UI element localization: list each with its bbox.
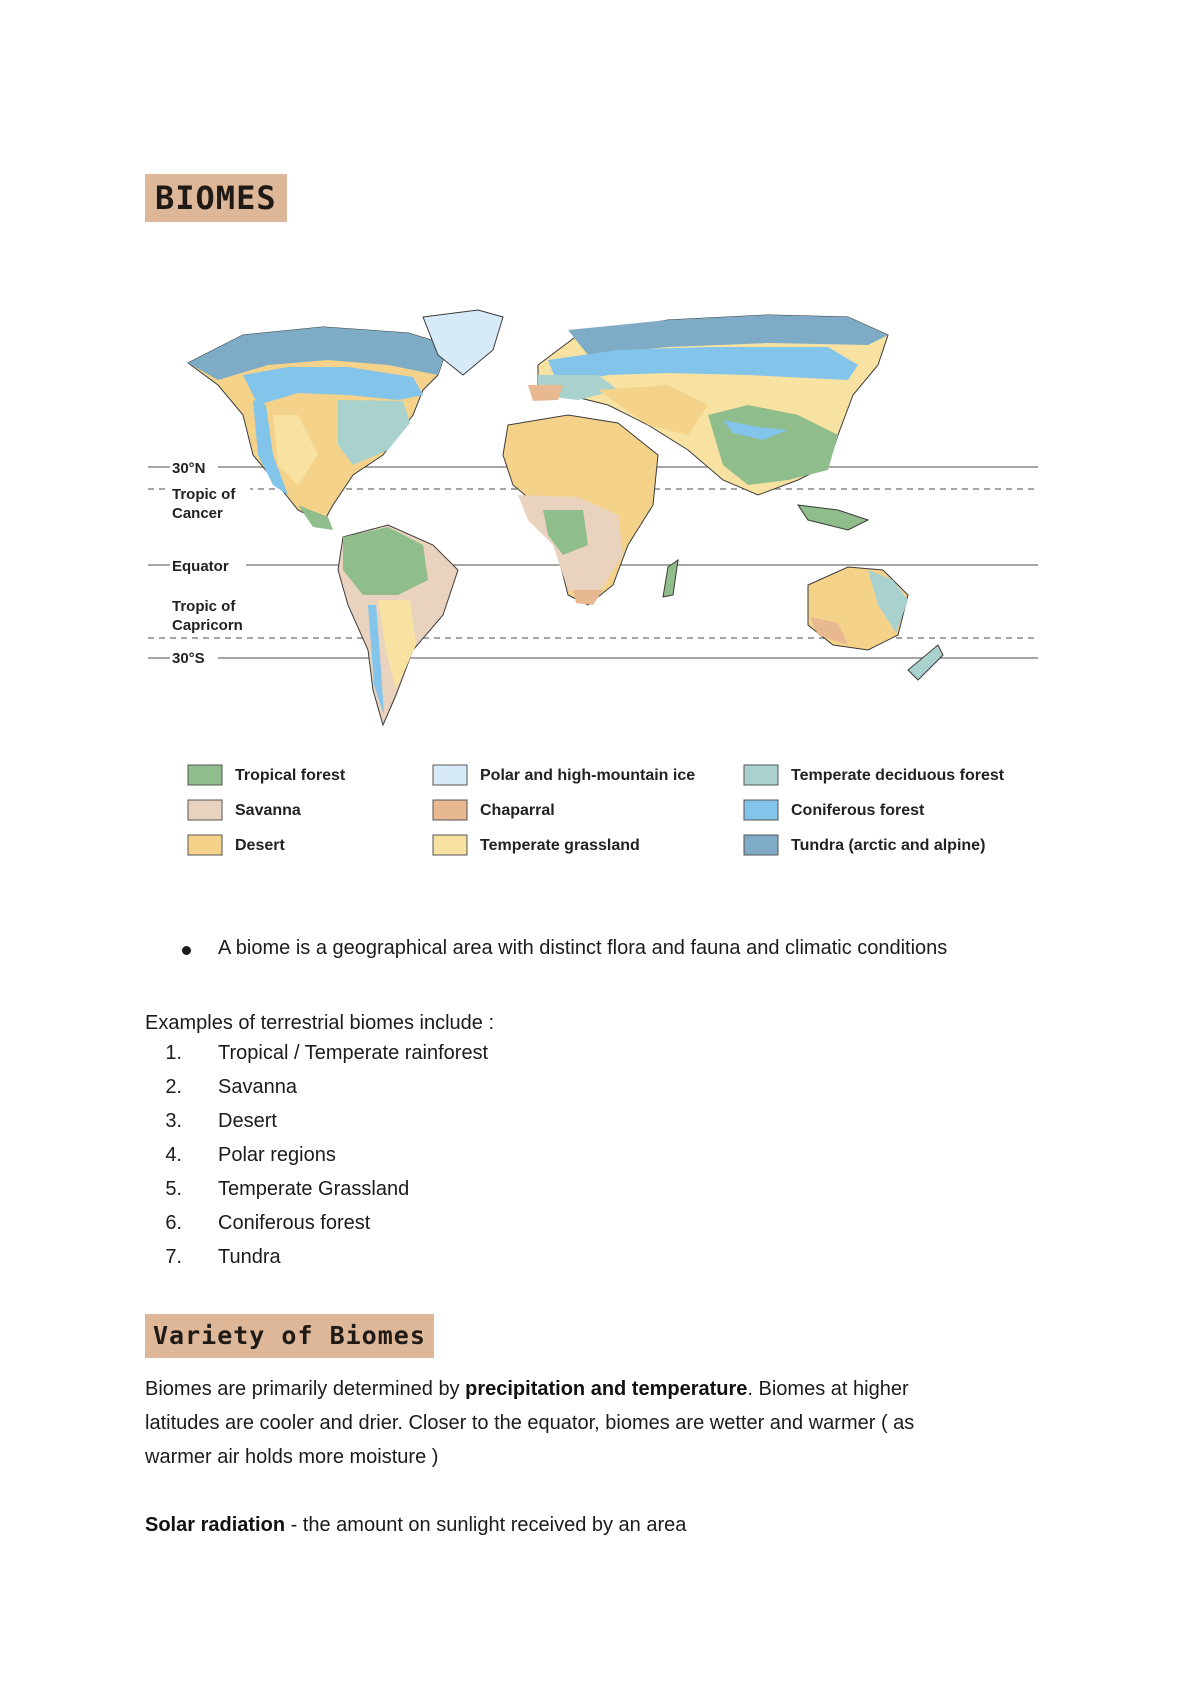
map-legend [188, 765, 1005, 855]
paragraph-line-3: warmer air holds more moisture ) [145, 1446, 439, 1468]
legend-swatch [744, 800, 778, 820]
bullet-dot [182, 946, 191, 955]
list-item [145, 1138, 488, 1172]
legend-item [744, 835, 985, 855]
legend-label: Tropical forest [235, 767, 346, 784]
list-item [145, 1172, 488, 1206]
legend-item [188, 800, 301, 820]
legend-item [433, 800, 555, 820]
list-item [145, 1070, 488, 1104]
legend-item [433, 835, 640, 855]
legend-label: Polar and high-mountain ice [480, 767, 696, 784]
label-tropic-cancer-2: Cancer [172, 505, 223, 522]
legend-swatch [433, 765, 467, 785]
list-item-number: 2. [165, 1076, 182, 1098]
legend-label: Savanna [235, 802, 301, 819]
examples-intro: Examples of terrestrial biomes include : [145, 1012, 495, 1034]
legend-label: Desert [235, 837, 285, 854]
biome-map-svg [148, 305, 1048, 865]
legend-label: Coniferous forest [791, 802, 925, 819]
paragraph-line-1 [145, 1372, 909, 1406]
list-item-number: 4. [165, 1144, 182, 1166]
paragraph-1-pre: Biomes are primarily determined by [145, 1378, 466, 1400]
solar-radiation-term: Solar radiation [145, 1514, 286, 1536]
legend-swatch [188, 800, 222, 820]
label-tropic-capricorn-1: Tropic of [172, 598, 236, 615]
list-item-number: 1. [165, 1042, 182, 1064]
list-item [145, 1036, 488, 1070]
section-heading: Variety of Biomes [145, 1314, 434, 1358]
legend-swatch [433, 800, 467, 820]
list-item [145, 1104, 488, 1138]
biome-world-map [148, 305, 1048, 865]
list-item-number: 5. [165, 1178, 182, 1200]
legend-swatch [744, 835, 778, 855]
list-item-text: Polar regions [218, 1144, 336, 1166]
list-item-text: Desert [218, 1110, 277, 1132]
legend-item [188, 835, 285, 855]
label-tropic-cancer-1: Tropic of [172, 486, 236, 503]
legend-label: Temperate deciduous forest [791, 767, 1005, 784]
list-item [145, 1240, 488, 1274]
label-tropic-capricorn-2: Capricorn [172, 617, 243, 634]
list-item-number: 7. [165, 1246, 182, 1268]
solar-radiation-text: - the amount on sunlight received by an area [285, 1514, 687, 1536]
paragraph-1-bold: precipitation and temperature [465, 1378, 748, 1400]
paragraph-1-post: . Biomes at higher [747, 1378, 909, 1400]
list-item-text: Savanna [218, 1076, 297, 1098]
legend-swatch [744, 765, 778, 785]
list-item [145, 1206, 488, 1240]
legend-label: Chaparral [480, 802, 555, 819]
bullet-text: A biome is a geographical area with distinct flora and fauna and climatic conditions [218, 937, 948, 959]
label-equator: Equator [172, 558, 229, 575]
paragraph-line-2: latitudes are cooler and drier. Closer to the equator, biomes are wetter and warmer ( as [145, 1412, 915, 1434]
list-item-number: 3. [165, 1110, 182, 1132]
legend-label: Tundra (arctic and alpine) [791, 837, 986, 854]
examples-list [145, 1036, 488, 1274]
page-title: BIOMES [145, 174, 287, 222]
legend-swatch [433, 835, 467, 855]
list-item-text: Temperate Grassland [218, 1178, 410, 1200]
list-item-text: Tundra [218, 1246, 281, 1268]
legend-swatch [188, 835, 222, 855]
legend-item [188, 765, 346, 785]
legend-item [744, 765, 1005, 785]
list-item-text: Tropical / Temperate rainforest [218, 1042, 489, 1064]
list-item-number: 6. [165, 1212, 182, 1234]
legend-swatch [188, 765, 222, 785]
label-30n: 30°N [172, 460, 206, 477]
legend-item [433, 765, 695, 785]
legend-item [744, 800, 925, 820]
list-item-text: Coniferous forest [218, 1212, 371, 1234]
label-30s: 30°S [172, 650, 205, 667]
legend-label: Temperate grassland [480, 837, 640, 854]
solar-radiation-definition [145, 1508, 686, 1542]
